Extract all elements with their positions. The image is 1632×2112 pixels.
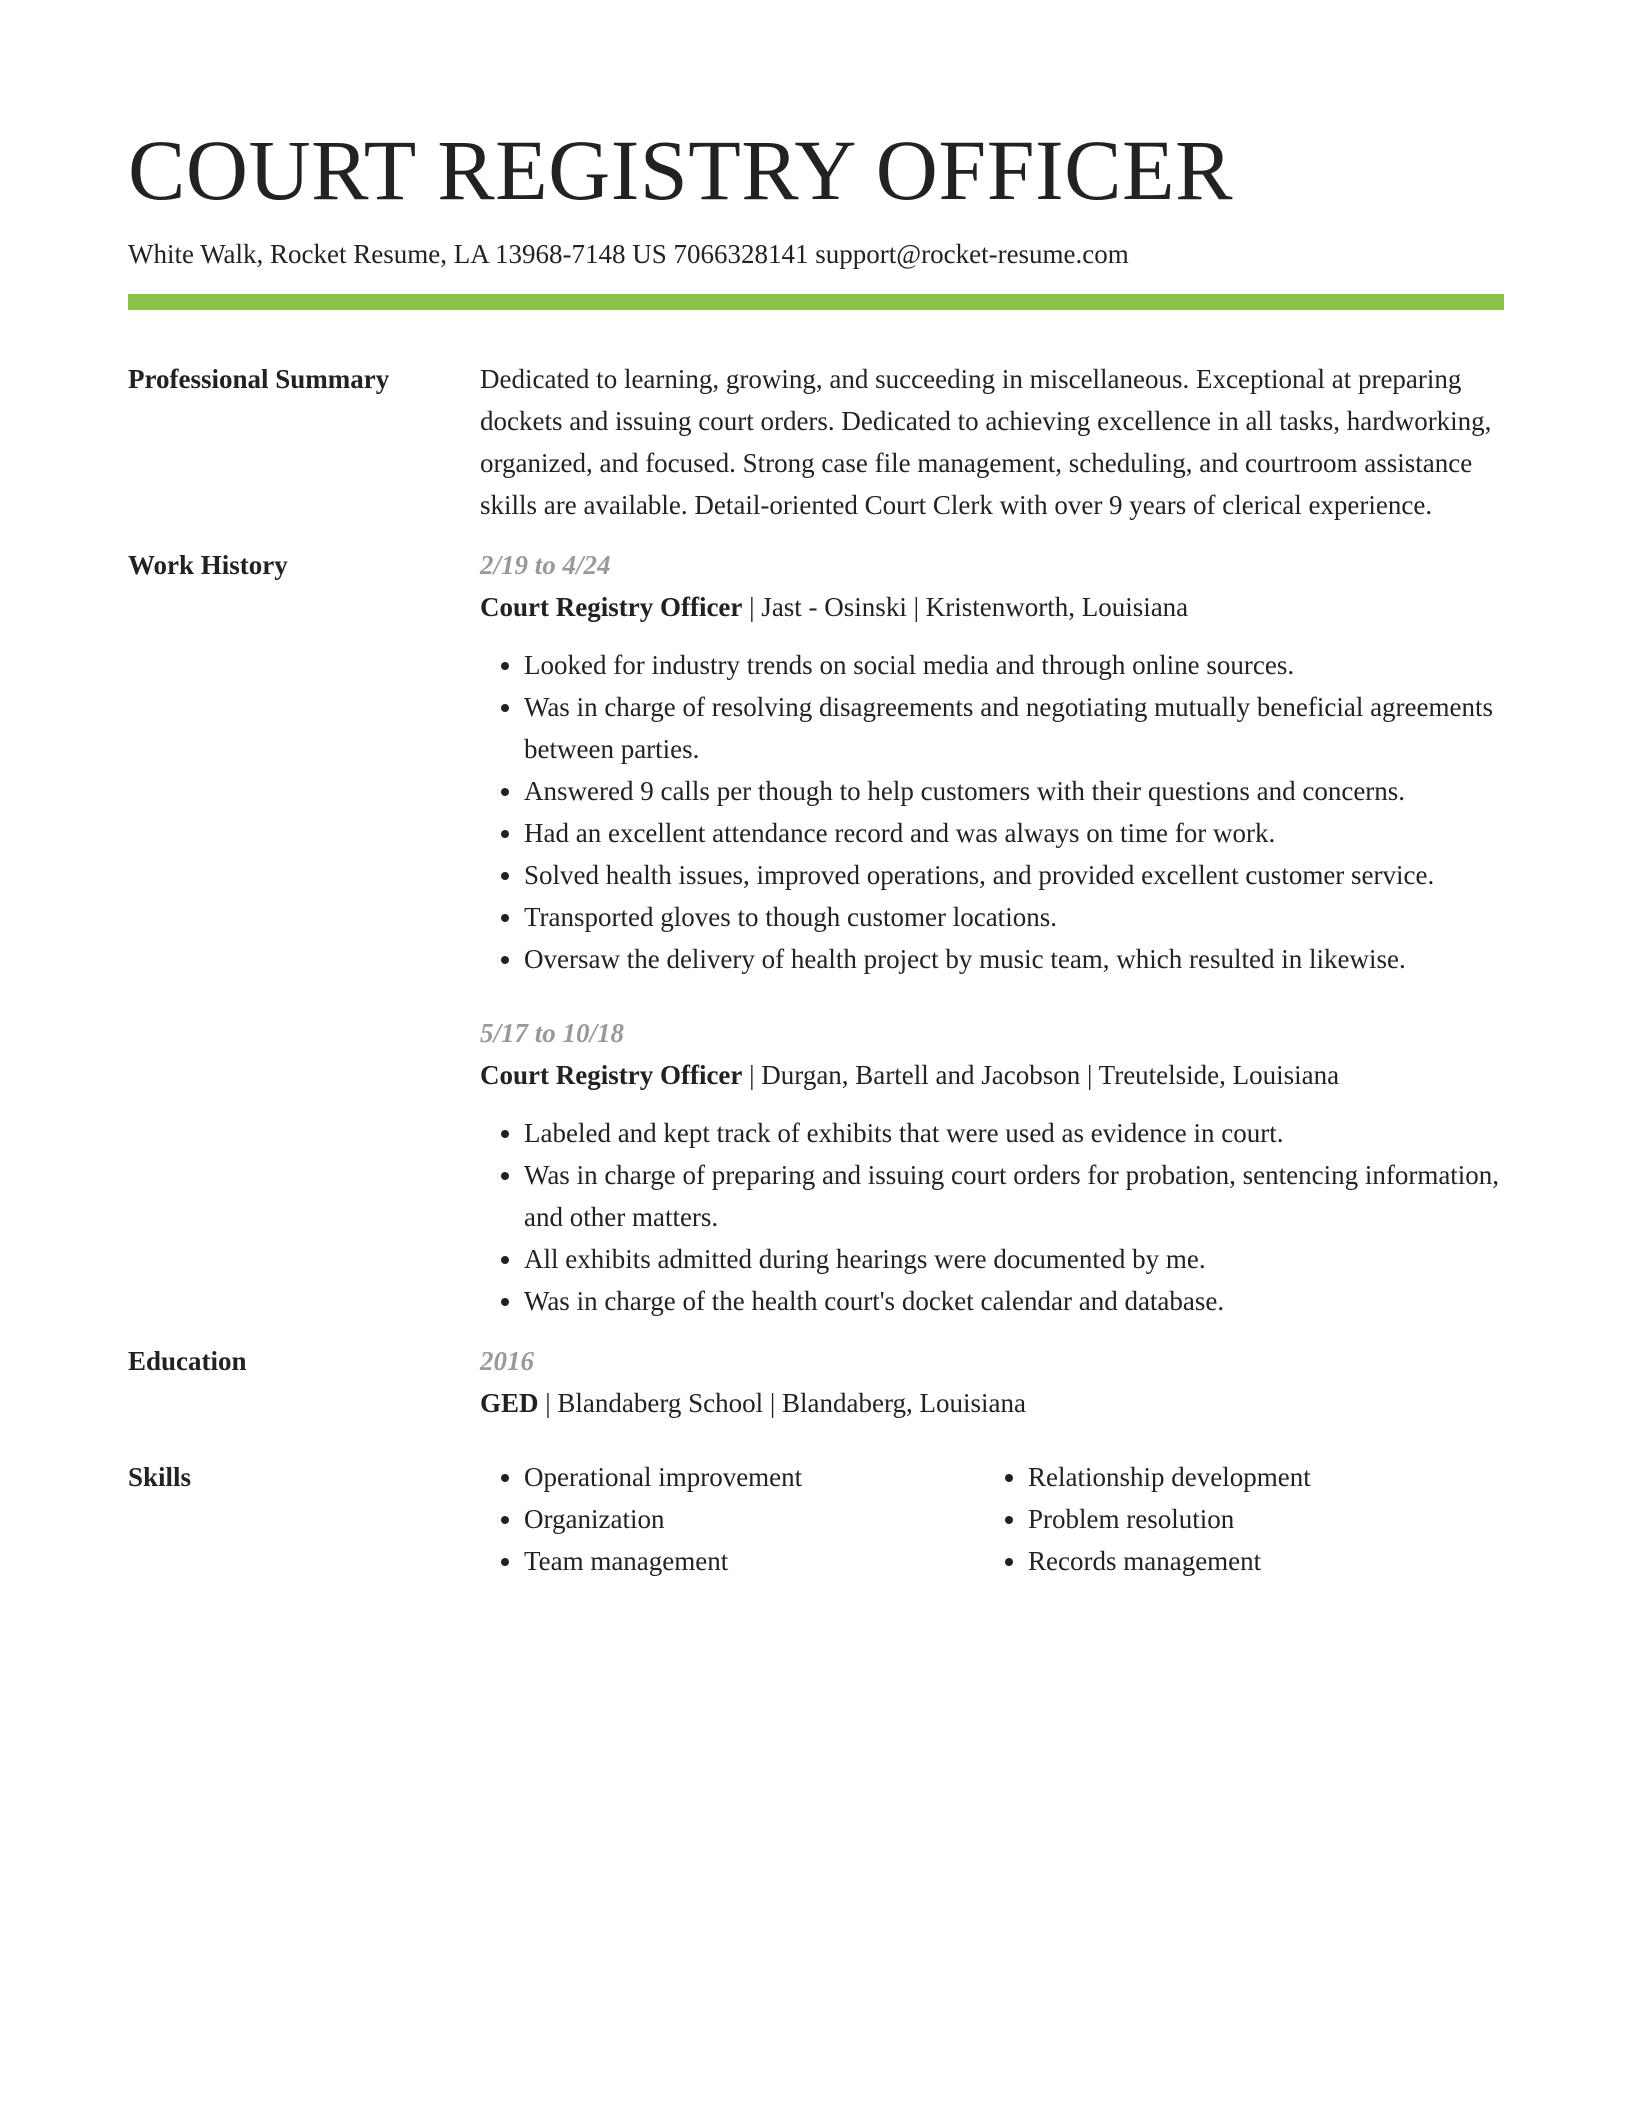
- skill-item: • Records management: [1028, 1540, 1488, 1582]
- section-label-summary: Professional Summary: [128, 364, 390, 394]
- job-entry: [480, 544, 1504, 980]
- section-label-work-history: Work History: [128, 550, 288, 580]
- accent-divider: [128, 294, 1504, 310]
- resume-title: COURT REGISTRY OFFICER: [128, 122, 1233, 218]
- work-history-section: [128, 544, 1504, 1322]
- job-bullet: • Answered 9 calls per though to help customers with their questions and concerns.: [524, 770, 1504, 812]
- job-details: | Jast - Osinski | Kristenworth, Louisiana: [742, 592, 1189, 622]
- education-section: [128, 1340, 1504, 1424]
- job-title: Court Registry Officer: [480, 592, 743, 622]
- job-bullet: • Oversaw the delivery of health project by music team, which resulted in likewise.: [524, 938, 1504, 980]
- job-bullet: • Looked for industry trends on social media and through online sources.: [524, 644, 1504, 686]
- job-dates: 2/19 to 4/24: [480, 550, 611, 580]
- skill-item: • Operational improvement: [524, 1456, 984, 1498]
- education-details: | Blandaberg School | Blandaberg, Louisiana: [538, 1388, 1026, 1418]
- job-role-line: [480, 586, 1504, 628]
- skill-item: • Team management: [524, 1540, 984, 1582]
- job-entry: [480, 1012, 1504, 1322]
- job-bullet: • Solved health issues, improved operations, and provided excellent customer service.: [524, 854, 1504, 896]
- job-bullet-list: [480, 644, 1504, 980]
- section-label-education: Education: [128, 1346, 247, 1376]
- skill-item: • Relationship development: [1028, 1456, 1488, 1498]
- education-year: 2016: [480, 1346, 534, 1376]
- job-bullet: • Was in charge of preparing and issuing court orders for probation, sentencing information, and other matters.: [524, 1154, 1504, 1238]
- skill-item: • Organization: [524, 1498, 984, 1540]
- job-bullet: • Transported gloves to though customer locations.: [524, 896, 1504, 938]
- job-details: | Durgan, Bartell and Jacobson | Treutelside, Louisiana: [742, 1060, 1340, 1090]
- job-role-line: [480, 1054, 1504, 1096]
- job-bullet: • All exhibits admitted during hearings were documented by me.: [524, 1238, 1504, 1280]
- job-bullet-list: [480, 1112, 1504, 1322]
- job-title: Court Registry Officer: [480, 1060, 743, 1090]
- job-bullet: • Was in charge of resolving disagreements and negotiating mutually beneficial agreements between parties.: [524, 686, 1504, 770]
- job-bullet: • Had an excellent attendance record and was always on time for work.: [524, 812, 1504, 854]
- contact-line: White Walk, Rocket Resume, LA 13968-7148 US 7066328141 support@rocket-resume.com: [128, 239, 1129, 269]
- education-degree: GED: [480, 1388, 539, 1418]
- section-label-skills: Skills: [128, 1462, 192, 1492]
- skill-item: • Problem resolution: [1028, 1498, 1488, 1540]
- skills-column-right: [984, 1456, 1488, 1582]
- job-bullet: • Labeled and kept track of exhibits that were used as evidence in court.: [524, 1112, 1504, 1154]
- skills-section: [128, 1456, 1504, 1582]
- job-dates: 5/17 to 10/18: [480, 1018, 625, 1048]
- education-line: [480, 1382, 1504, 1424]
- summary-text: Dedicated to learning, growing, and succeeding in miscellaneous. Exceptional at preparing dockets and issuing court orders. Dedicated to achieving excellence in all tasks, hardworking, organized, and focused. Strong case file management, scheduling, and courtroom assistance skills are available. Detail-oriented Court Clerk with over 9 years of clerical experience.: [480, 364, 1492, 520]
- skills-column-left: [480, 1456, 984, 1582]
- summary-section: [128, 358, 1504, 526]
- skills-grid: [480, 1456, 1504, 1582]
- resume-page: [128, 118, 1504, 1582]
- job-bullet: • Was in charge of the health court's docket calendar and database.: [524, 1280, 1504, 1322]
